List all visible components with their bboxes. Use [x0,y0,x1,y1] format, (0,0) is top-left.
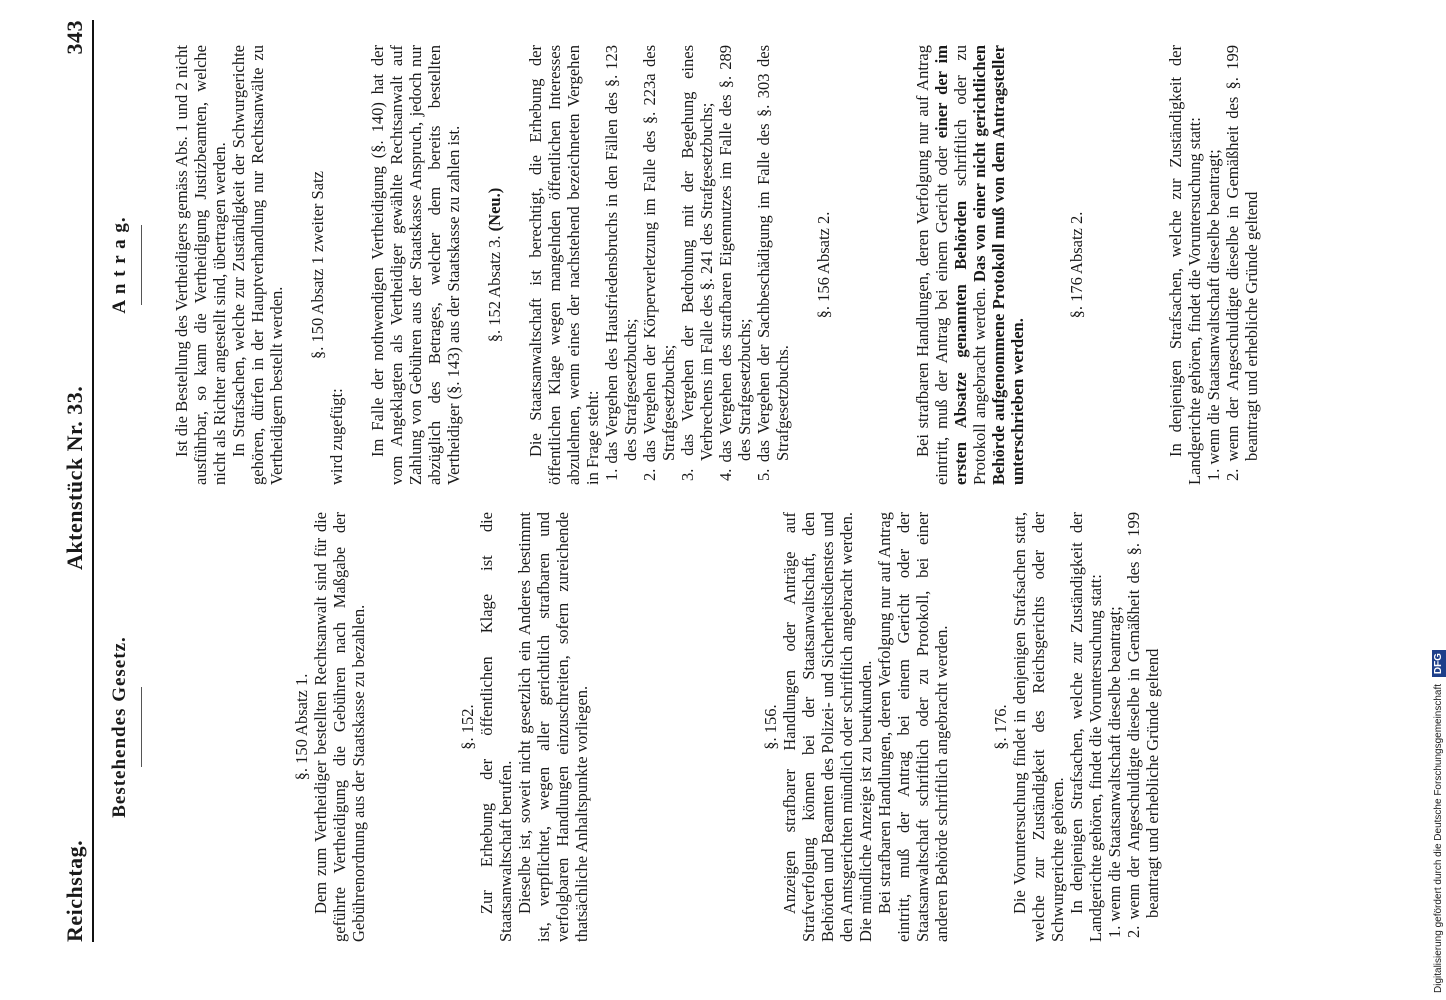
left-s156-p2: Bei strafbaren Handlungen, deren Verfolgung nur auf Antrag eintritt, muß der Antrag bei einem Gericht oder der Staatsanwaltschaft schriftlich oder zu Protokoll, bei einer anderen Behörde schriftlich angebracht werden. [875,512,951,942]
right-s156-text [913,45,1027,485]
list-item: 4. das Vergehen des strafbaren Eigennutzes im Falle des §. 289 des Strafgesetzbuchs; [716,45,754,481]
right-intro-p1: Ist die Bestellung des Vertheidigers gemäss Abs. 1 und 2 nicht ausführbar, so kann die Vertheidigung Justizbeamten, welche nicht als Richter angestellt sind, übertragen werden. [172,45,229,485]
left-column-title: Bestehendes Gesetz. [109,636,130,818]
left-s152-heading: §. 152. [458,704,477,750]
header-center: Aktenstück Nr. 33. [62,385,87,570]
left-s150-text: Dem zum Vertheidiger bestellten Rechtsanwalt sind für die geführte Vertheidigung die Gebühren nach Maßgabe der Gebührenordnung aus der Staatskasse zu bezahlen. [311,512,368,942]
list-item: 3. das Vergehen der Bedrohung mit der Begehung eines Verbrechens im Falle des §. 241 des Strafgesetzbuchs; [678,45,716,481]
list-item: 2. wenn der Angeschuldigte dieselbe in Gemäßheit des §. 199 beantragt und erhebliche Gründe geltend [1124,512,1162,938]
right-s156-text-bold2: Das von einer nicht gerichtlichen Behörde aufgenommene Protokoll muß von dem Antragsteller unterschrieben werden. [970,45,1027,485]
header-left: Reichstag. [62,839,87,942]
left-s176-p2: In denjenigen Strafsachen, welche zur Zuständigkeit der Landgerichte gehören, findet die Voruntersuchung statt: [1067,512,1105,942]
left-s156-p1: Anzeigen strafbarer Handlungen oder Anträge auf Strafverfolgung können bei der Staatsanwaltschaft, den Behörden und Beamten des Polizei- und Sicherheitsdienstes und den Amtsgerichten mündlich oder schriftlich angebracht werden. Die mündliche Anzeige ist zu beurkunden. [780,512,875,942]
list-item: 1. das Vergehen des Hausfriedensbruchs in den Fällen des §. 123 des Strafgesetzbuchs; [602,45,640,481]
right-s156-heading: §. 156 Absatz 2. [814,211,833,319]
right-s156-text-a: Bei strafbaren Handlungen, deren Verfolgung nur auf Antrag eintritt, muß der Antrag bei einem Gericht oder [913,45,951,485]
list-item: 1. wenn die Staatsanwaltschaft dieselbe beantragt; [1204,149,1223,481]
left-title-rule [141,687,142,767]
left-s152-p2: Dieselbe ist, soweit nicht gesetzlich ein Anderes bestimmt ist, verpflichtet, wegen aller gerichtlich strafbaren und verfolgbaren Handlungen einzuschreiten, sofern zureichende thatsächliche Anhaltspunkte vorliegen. [515,512,591,942]
header-rule [92,20,94,942]
right-column [100,45,1261,485]
right-s150-added: wird zugefügt: [327,388,346,485]
right-s176-heading: §. 176 Absatz 2. [1067,211,1086,319]
right-s152-new: (Neu.) [485,187,504,232]
list-item: 1. wenn die Staatsanwaltschaft dieselbe beantragt; [1105,606,1124,938]
list-item: 2. wenn der Angeschuldigte dieselbe in Gemäßheit des §. 199 beantragt und erhebliche Gründe geltend [1223,45,1261,481]
list-item: 2. das Vergehen der Körperverletzung im Falle des §. 223a des Strafgesetzbuchs; [640,45,678,481]
left-s176-p1: Die Voruntersuchung findet in denjenigen Strafsachen statt, welche zur Zuständigkeit des Reichsgerichts oder der Schwurgerichte gehören. [1010,512,1067,942]
right-column-title: A n t r a g. [109,216,130,314]
right-s150-heading: §. 150 Absatz 1 zweiter Satz [308,171,327,359]
left-s150-heading: §. 150 Absatz 1. [292,673,311,781]
list-item: 5. das Vergehen der Sachbeschädigung im Falle des §. 303 des Strafgesetzbuchs. [754,45,792,481]
right-s156-text-b: schriftlich oder zu Protokoll angebracht werden. [951,45,989,485]
right-s152-list [602,45,792,485]
left-s156-heading: §. 156. [761,704,780,750]
left-column [100,512,1162,942]
dfg-badge: DFG [1432,650,1446,677]
right-intro-p2: In Strafsachen, welche zur Zuständigkeit der Schwurgerichte gehören, dürfen in der Hauptverhandlung nur Rechtsanwälte zu Vertheidigern bestellt werden. [229,45,286,485]
right-s176-list [1204,45,1261,485]
right-s152-text: Die Staatsanwaltschaft ist berechtigt, die Erhebung der öffentlichen Klage wegen mangelnden öffentlichen Interesses abzulehnen, wenn eines der nachstehend bezeichneten Vergehen in Frage steht: [526,45,602,485]
right-s156-text-bold1: einer der im ersten Absatze genannten Behörden [932,45,970,485]
left-s176-list [1105,512,1162,942]
left-s152-p1: Zur Erhebung der öffentlichen Klage ist die Staatsanwaltschaft berufen. [477,512,515,942]
dfg-credit [1406,8,1444,993]
right-s152-heading: §. 152 Absatz 3. [485,235,504,343]
dfg-credit-text: Digitalisierung gefördert durch die Deutsche Forschungsgemeinschaft [1433,683,1444,993]
right-s150-text: Im Falle der nothwendigen Vertheidigung (§. 140) hat der vom Angeklagten als Vertheidiger gewählte Rechtsanwalt auf Zahlung von Gebühren aus der Staatskasse Anspruch, jedoch nur abzüglich des Betrages, welcher dem bereits bestellten Vertheidiger (§. 143) aus der Staatskasse zu zahlen ist. [368,45,463,485]
right-s152-heading-row [485,45,504,485]
right-title-rule [141,225,142,305]
left-s176-heading: §. 176. [991,704,1010,750]
page-number: 343 [62,20,87,55]
right-s176-text: In denjenigen Strafsachen, welche zur Zuständigkeit der Landgerichte gehören, findet die Voruntersuchung statt: [1166,45,1204,485]
